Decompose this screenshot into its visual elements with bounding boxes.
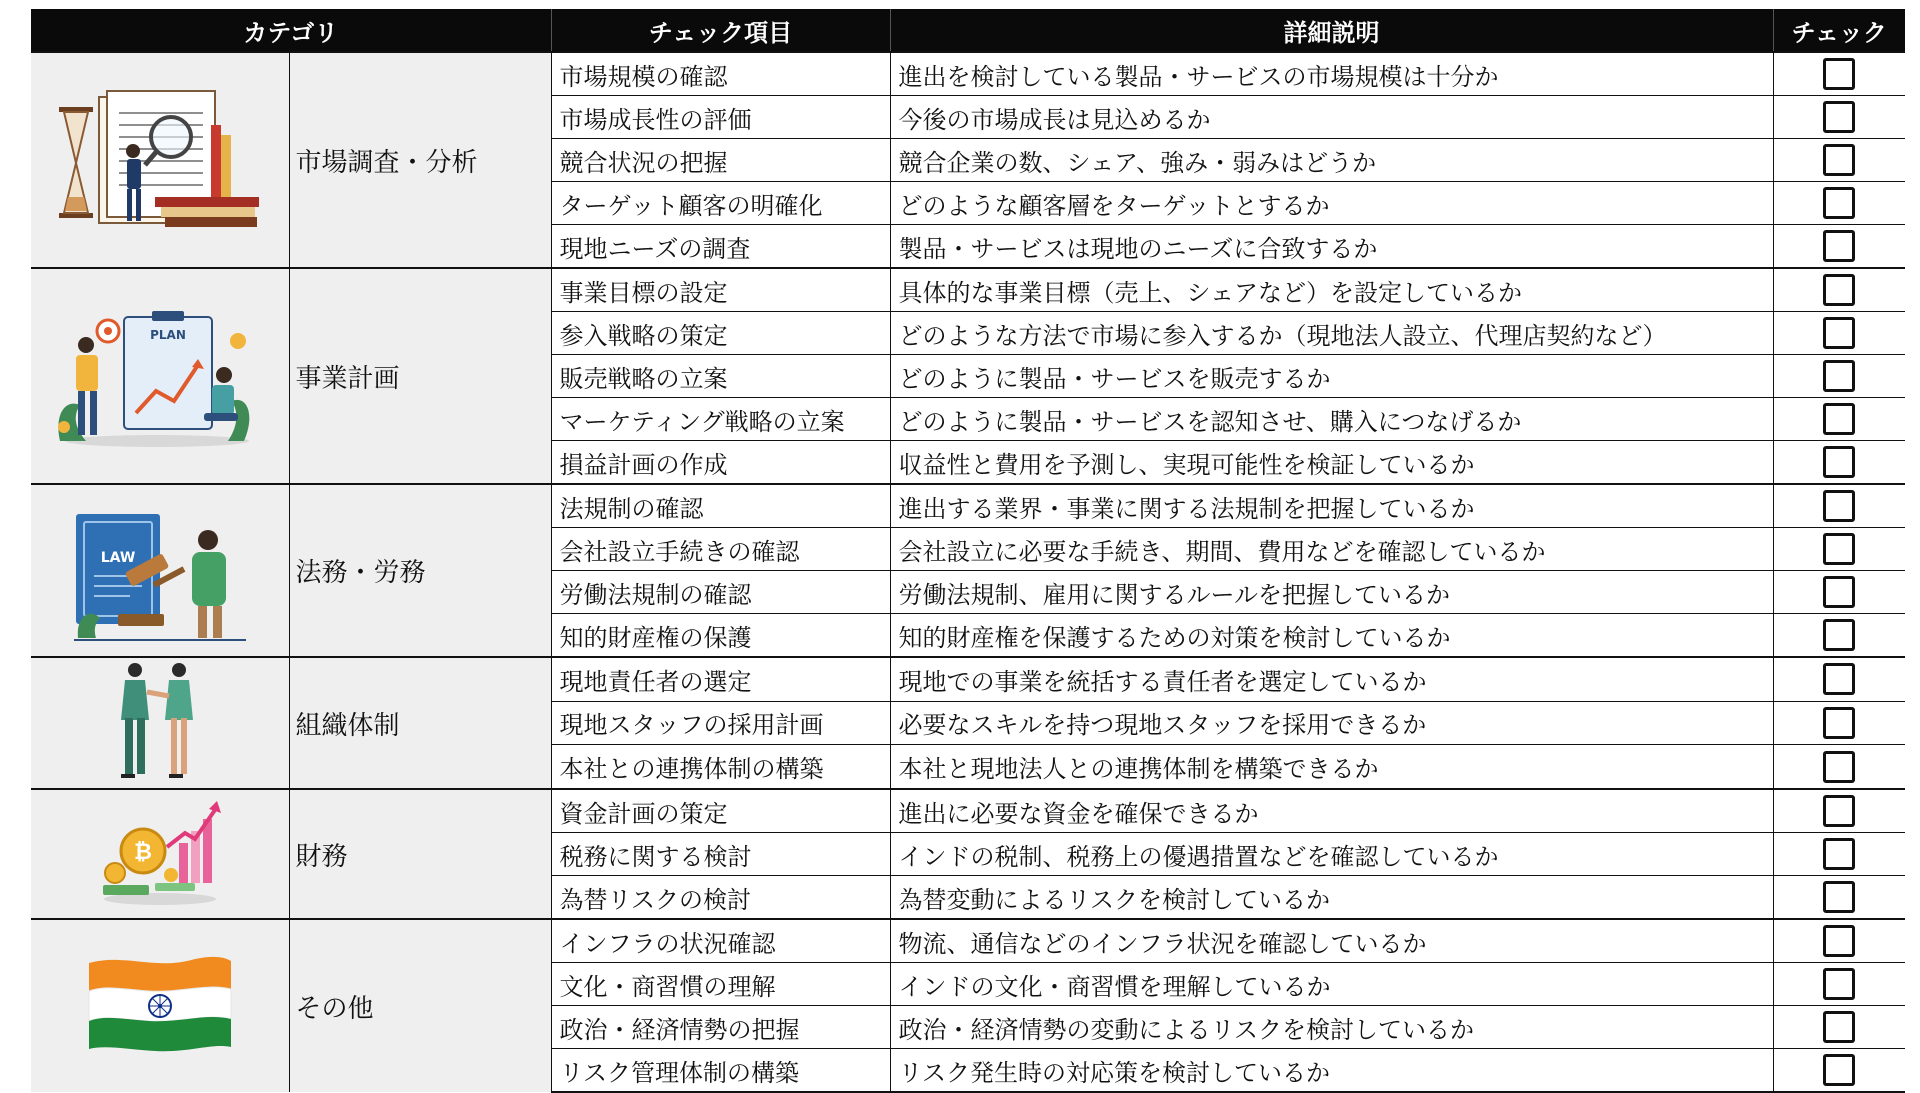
check-cell — [1773, 1049, 1905, 1093]
check-cell — [1773, 789, 1905, 833]
checkbox[interactable] — [1823, 490, 1855, 522]
check-item: 事業目標の設定 — [551, 268, 890, 312]
detail-description: リスク発生時の対応策を検討しているか — [890, 1049, 1773, 1093]
detail-description: 労働法規制、雇用に関するルールを把握しているか — [890, 571, 1773, 614]
category-label: 財務 — [289, 789, 551, 919]
header-item: チェック項目 — [551, 9, 890, 52]
check-cell — [1773, 745, 1905, 789]
check-cell — [1773, 268, 1905, 312]
check-item: 知的財産権の保護 — [551, 614, 890, 658]
detail-description: 物流、通信などのインフラ状況を確認しているか — [890, 919, 1773, 963]
table-row — [31, 484, 1905, 528]
check-item: 法規制の確認 — [551, 484, 890, 528]
detail-description: 為替変動によるリスクを検討しているか — [890, 876, 1773, 920]
india-flag-icon — [31, 919, 289, 1092]
detail-description: 現地での事業を統括する責任者を選定しているか — [890, 657, 1773, 701]
check-item: 為替リスクの検討 — [551, 876, 890, 920]
check-item: 販売戦略の立案 — [551, 355, 890, 398]
detail-description: どのように製品・サービスを販売するか — [890, 355, 1773, 398]
check-cell — [1773, 701, 1905, 745]
check-item: 文化・商習慣の理解 — [551, 963, 890, 1006]
check-item: ターゲット顧客の明確化 — [551, 182, 890, 225]
category-label: 法務・労務 — [289, 484, 551, 657]
detail-description: 会社設立に必要な手続き、期間、費用などを確認しているか — [890, 528, 1773, 571]
header-category: カテゴリ — [31, 9, 551, 52]
check-item: 参入戦略の策定 — [551, 312, 890, 355]
checkbox[interactable] — [1823, 187, 1855, 219]
check-cell — [1773, 484, 1905, 528]
check-cell — [1773, 182, 1905, 225]
category-label: 組織体制 — [289, 657, 551, 789]
detail-description: 収益性と費用を予測し、実現可能性を検証しているか — [890, 441, 1773, 485]
table-row — [31, 919, 1905, 963]
category-label: 事業計画 — [289, 268, 551, 484]
check-item: インフラの状況確認 — [551, 919, 890, 963]
check-cell — [1773, 139, 1905, 182]
checkbox[interactable] — [1823, 446, 1855, 478]
handshake-illustration — [31, 657, 289, 789]
check-cell — [1773, 225, 1905, 269]
check-item: 現地スタッフの採用計画 — [551, 701, 890, 745]
checkbox[interactable] — [1823, 230, 1855, 262]
check-cell — [1773, 963, 1905, 1006]
detail-description: どのような顧客層をターゲットとするか — [890, 182, 1773, 225]
check-item: 政治・経済情勢の把握 — [551, 1006, 890, 1049]
checkbox[interactable] — [1823, 1011, 1855, 1043]
check-cell — [1773, 52, 1905, 96]
detail-description: 今後の市場成長は見込めるか — [890, 96, 1773, 139]
checkbox[interactable] — [1823, 58, 1855, 90]
checkbox[interactable] — [1823, 925, 1855, 957]
detail-description: 知的財産権を保護するための対策を検討しているか — [890, 614, 1773, 658]
checkbox[interactable] — [1823, 576, 1855, 608]
checkbox[interactable] — [1823, 881, 1855, 913]
header-detail: 詳細説明 — [890, 9, 1773, 52]
checkbox[interactable] — [1823, 144, 1855, 176]
law-label: LAW — [100, 549, 136, 566]
detail-description: 必要なスキルを持つ現地スタッフを採用できるか — [890, 701, 1773, 745]
detail-description: どのような方法で市場に参入するか（現地法人設立、代理店契約など） — [890, 312, 1773, 355]
detail-description: インドの税制、税務上の優遇措置などを確認しているか — [890, 833, 1773, 876]
detail-description: 進出を検討している製品・サービスの市場規模は十分か — [890, 52, 1773, 96]
checklist-sheet — [31, 9, 1905, 1093]
checkbox[interactable] — [1823, 751, 1855, 783]
checkbox[interactable] — [1823, 101, 1855, 133]
check-cell — [1773, 571, 1905, 614]
check-item: マーケティング戦略の立案 — [551, 398, 890, 441]
checklist-body — [31, 52, 1905, 1092]
detail-description: 製品・サービスは現地のニーズに合致するか — [890, 225, 1773, 269]
checkbox[interactable] — [1823, 403, 1855, 435]
checkbox[interactable] — [1823, 838, 1855, 870]
detail-description: インドの文化・商習慣を理解しているか — [890, 963, 1773, 1006]
check-cell — [1773, 614, 1905, 658]
checklist-table — [31, 9, 1905, 1093]
finance-illustration — [31, 789, 289, 919]
checkbox[interactable] — [1823, 707, 1855, 739]
svg-text:₿: ₿ — [133, 840, 152, 865]
detail-description: 進出に必要な資金を確保できるか — [890, 789, 1773, 833]
checkbox[interactable] — [1823, 795, 1855, 827]
checkbox[interactable] — [1823, 1054, 1855, 1086]
check-item: 市場成長性の評価 — [551, 96, 890, 139]
law-illustration — [31, 484, 289, 657]
check-cell — [1773, 833, 1905, 876]
check-item: 会社設立手続きの確認 — [551, 528, 890, 571]
table-row — [31, 789, 1905, 833]
checkbox[interactable] — [1823, 663, 1855, 695]
checkbox[interactable] — [1823, 317, 1855, 349]
detail-description: 競合企業の数、シェア、強み・弱みはどうか — [890, 139, 1773, 182]
check-item: 本社との連携体制の構築 — [551, 745, 890, 789]
check-cell — [1773, 1006, 1905, 1049]
check-item: 市場規模の確認 — [551, 52, 890, 96]
check-item: 損益計画の作成 — [551, 441, 890, 485]
checkbox[interactable] — [1823, 968, 1855, 1000]
detail-description: どのように製品・サービスを認知させ、購入につなげるか — [890, 398, 1773, 441]
table-row — [31, 52, 1905, 96]
category-label: 市場調査・分析 — [289, 52, 551, 268]
checkbox[interactable] — [1823, 533, 1855, 565]
check-item: リスク管理体制の構築 — [551, 1049, 890, 1093]
check-cell — [1773, 312, 1905, 355]
table-row — [31, 268, 1905, 312]
market-research-illustration — [31, 52, 289, 268]
business-plan-illustration — [31, 268, 289, 484]
check-item: 競合状況の把握 — [551, 139, 890, 182]
check-cell — [1773, 528, 1905, 571]
header-row — [31, 9, 1905, 52]
detail-description: 進出する業界・事業に関する法規制を把握しているか — [890, 484, 1773, 528]
check-cell — [1773, 441, 1905, 485]
check-cell — [1773, 398, 1905, 441]
header-check: チェック — [1773, 9, 1905, 52]
check-cell — [1773, 876, 1905, 920]
table-row — [31, 657, 1905, 701]
detail-description: 政治・経済情勢の変動によるリスクを検討しているか — [890, 1006, 1773, 1049]
checkbox[interactable] — [1823, 619, 1855, 651]
check-cell — [1773, 657, 1905, 701]
plan-label: PLAN — [150, 328, 187, 342]
check-cell — [1773, 919, 1905, 963]
check-item: 現地責任者の選定 — [551, 657, 890, 701]
check-item: 労働法規制の確認 — [551, 571, 890, 614]
checkbox[interactable] — [1823, 360, 1855, 392]
detail-description: 具体的な事業目標（売上、シェアなど）を設定しているか — [890, 268, 1773, 312]
category-label: その他 — [289, 919, 551, 1092]
check-cell — [1773, 355, 1905, 398]
check-item: 現地ニーズの調査 — [551, 225, 890, 269]
check-item: 税務に関する検討 — [551, 833, 890, 876]
check-cell — [1773, 96, 1905, 139]
check-item: 資金計画の策定 — [551, 789, 890, 833]
detail-description: 本社と現地法人との連携体制を構築できるか — [890, 745, 1773, 789]
checkbox[interactable] — [1823, 274, 1855, 306]
